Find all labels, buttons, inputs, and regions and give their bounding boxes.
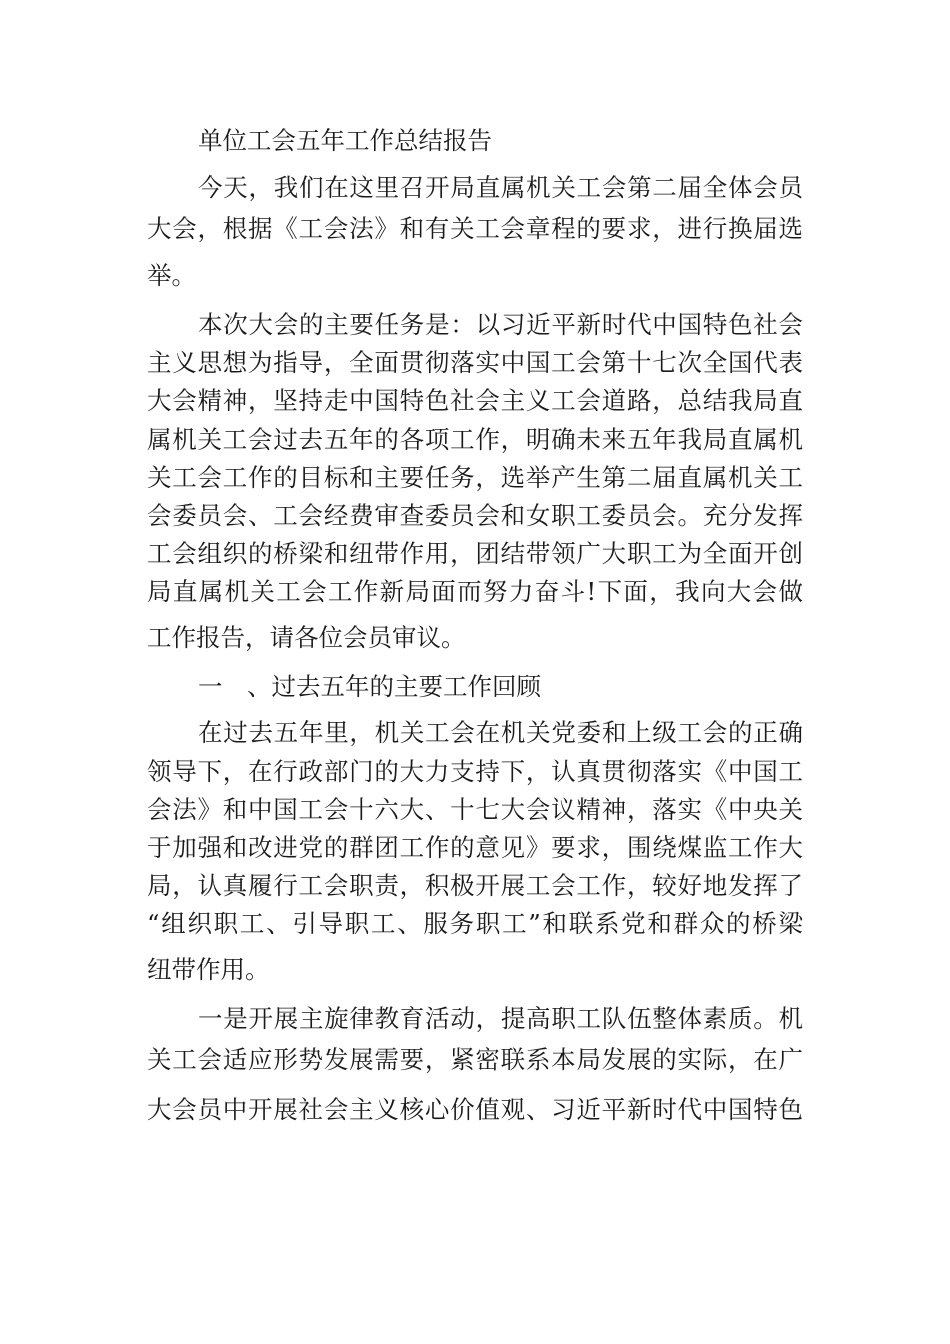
section-heading: 一 、过去五年的主要工作回顾: [198, 672, 541, 701]
paragraph-line: 大会精神，坚持走中国特色社会主义工会道路，总结我局直: [147, 386, 803, 415]
paragraph-line: 局直属机关工会工作新局面而努力奋斗!下面，我向大会做: [147, 577, 803, 606]
paragraph-line: 一是开展主旋律教育活动，提高职工队伍整体素质。机: [198, 1004, 803, 1033]
paragraph-line: 会委员会、工会经费审查委员会和女职工委员会。充分发挥: [147, 501, 803, 530]
document-title: 单位工会五年工作总结报告: [198, 126, 492, 155]
paragraph-line: 局，认真履行工会职责，积极开展工会工作，较好地发挥了: [147, 871, 803, 900]
paragraph-line: 于加强和改进党的群团工作的意见》要求，围绕煤监工作大: [147, 833, 803, 862]
paragraph-line: 工作报告，请各位会员审议。: [147, 623, 466, 652]
paragraph-line: 属机关工会过去五年的各项工作，明确未来五年我局直属机: [147, 425, 803, 454]
paragraph-line: 主义思想为指导，全面贯彻落实中国工会第十七次全国代表: [147, 348, 803, 377]
paragraph-line: 在过去五年里，机关工会在机关党委和上级工会的正确: [198, 718, 803, 747]
paragraph-line: 会法》和中国工会十六大、十七大会议精神，落实《中央关: [147, 795, 803, 824]
paragraph-line: 大会员中开展社会主义核心价值观、习近平新时代中国特色: [147, 1095, 803, 1124]
paragraph-line: 关工会工作的目标和主要任务，选举产生第二届直属机关工: [147, 463, 803, 492]
paragraph-line: 举。: [147, 261, 196, 290]
paragraph-line: 本次大会的主要任务是：以习近平新时代中国特色社会: [198, 310, 803, 339]
paragraph-line: 纽带作用。: [147, 955, 270, 984]
paragraph-line: 关工会适应形势发展需要，紧密联系本局发展的实际，在广: [147, 1045, 803, 1074]
paragraph-line: “组织职工、引导职工、服务职工”和联系党和群众的桥梁: [147, 909, 803, 938]
paragraph-line: 工会组织的桥梁和纽带作用，团结带领广大职工为全面开创: [147, 539, 803, 568]
paragraph-line: 领导下，在行政部门的大力支持下，认真贯彻落实《中国工: [147, 757, 803, 786]
paragraph-line: 大会，根据《工会法》和有关工会章程的要求，进行换届选: [147, 214, 803, 243]
paragraph-line: 今天，我们在这里召开局直属机关工会第二届全体会员: [198, 173, 803, 202]
